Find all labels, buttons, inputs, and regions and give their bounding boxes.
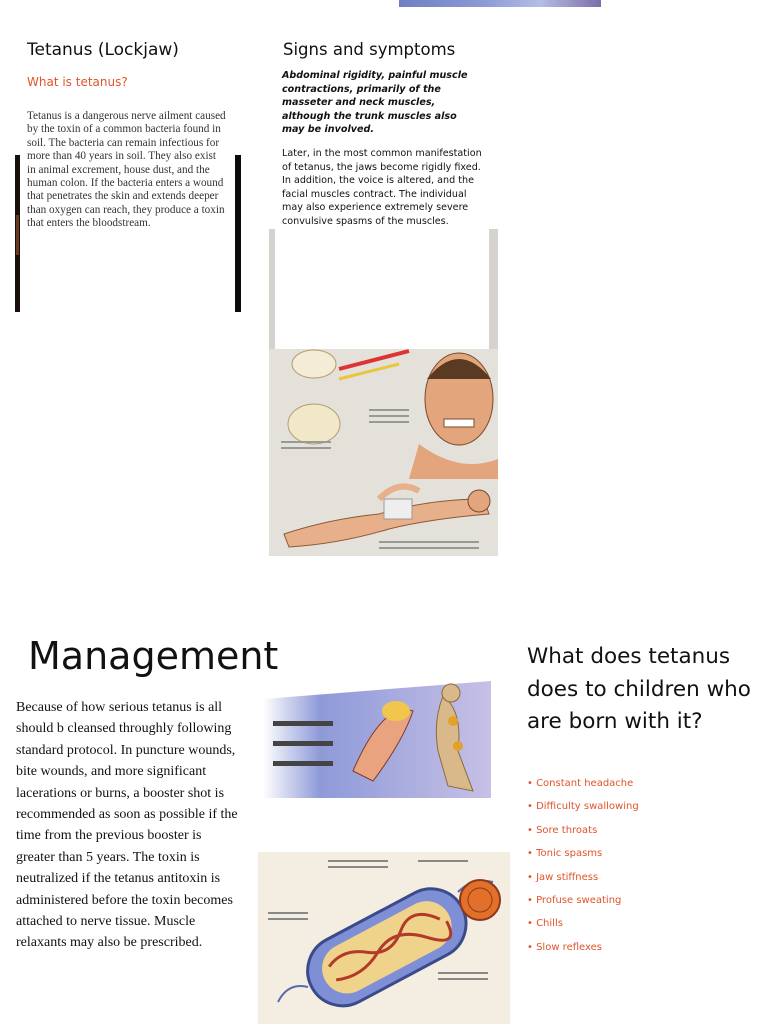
tetanus-patient-illustration: [269, 229, 498, 556]
children-symptom-list: [527, 777, 639, 964]
illustration-text-box: [275, 229, 489, 349]
tetanus-title: Tetanus (Lockjaw): [27, 40, 179, 60]
management-title: Management: [28, 634, 279, 678]
list-item: • Slow reflexes: [527, 941, 639, 964]
list-item: • Constant headache: [527, 777, 639, 800]
list-item: • Chills: [527, 917, 639, 940]
list-item: • Jaw stiffness: [527, 871, 639, 894]
children-question-title: What does tetanus does to children who are born with it?: [527, 644, 751, 734]
list-item: • Sore throats: [527, 824, 639, 847]
signs-paragraph: Later, in the most common manifestation of tetanus, the jaws become rigidly fixed. In addition, the voice is altered, and the facial muscles contract. The individual may also experience extremely severe convulsive spasms of the muscles.: [282, 148, 482, 227]
bacterium-cell-illustration: [258, 852, 510, 1024]
wound-infection-illustration: [263, 681, 491, 798]
what-is-tetanus-heading: What is tetanus?: [27, 75, 128, 89]
management-paragraph: Because of how serious tetanus is all should b cleansed throughly following standard protocol. In puncture wounds, bite wounds, and more significant lacerations or burns, a booster shot is recommended as soon as possible if the time from the previous booster is greater than 5 years. The toxin is neutralized if the tetanus antitoxin is administered before the toxin becomes attached to nerve tissue. Muscle relaxants may also be prescribed.: [16, 697, 242, 954]
list-item: • Difficulty swallowing: [527, 800, 639, 823]
image-edge-left: [15, 155, 20, 312]
top-image-strip: [399, 0, 601, 7]
list-item: • Tonic spasms: [527, 847, 639, 870]
tetanus-description: Tetanus is a dangerous nerve ailment caused by the toxin of a common bacteria found in soil. The bacteria can remain infectious for more than 40 years in soil. They also exist in animal excrement, house dust, and the human colon. If the bacteria enters a wound that penetrates the skin and extends deeper than oxygen can reach, they produce a toxin that enters the bloodstream.: [27, 110, 226, 230]
signs-bold-paragraph: Abdominal rigidity, painful muscle contractions, primarily of the masseter and neck muscles, although the trunk muscles also may be involved.: [282, 70, 468, 135]
image-edge-right: [235, 155, 241, 312]
list-item: • Profuse sweating: [527, 894, 639, 917]
signs-title: Signs and symptoms: [283, 40, 456, 59]
